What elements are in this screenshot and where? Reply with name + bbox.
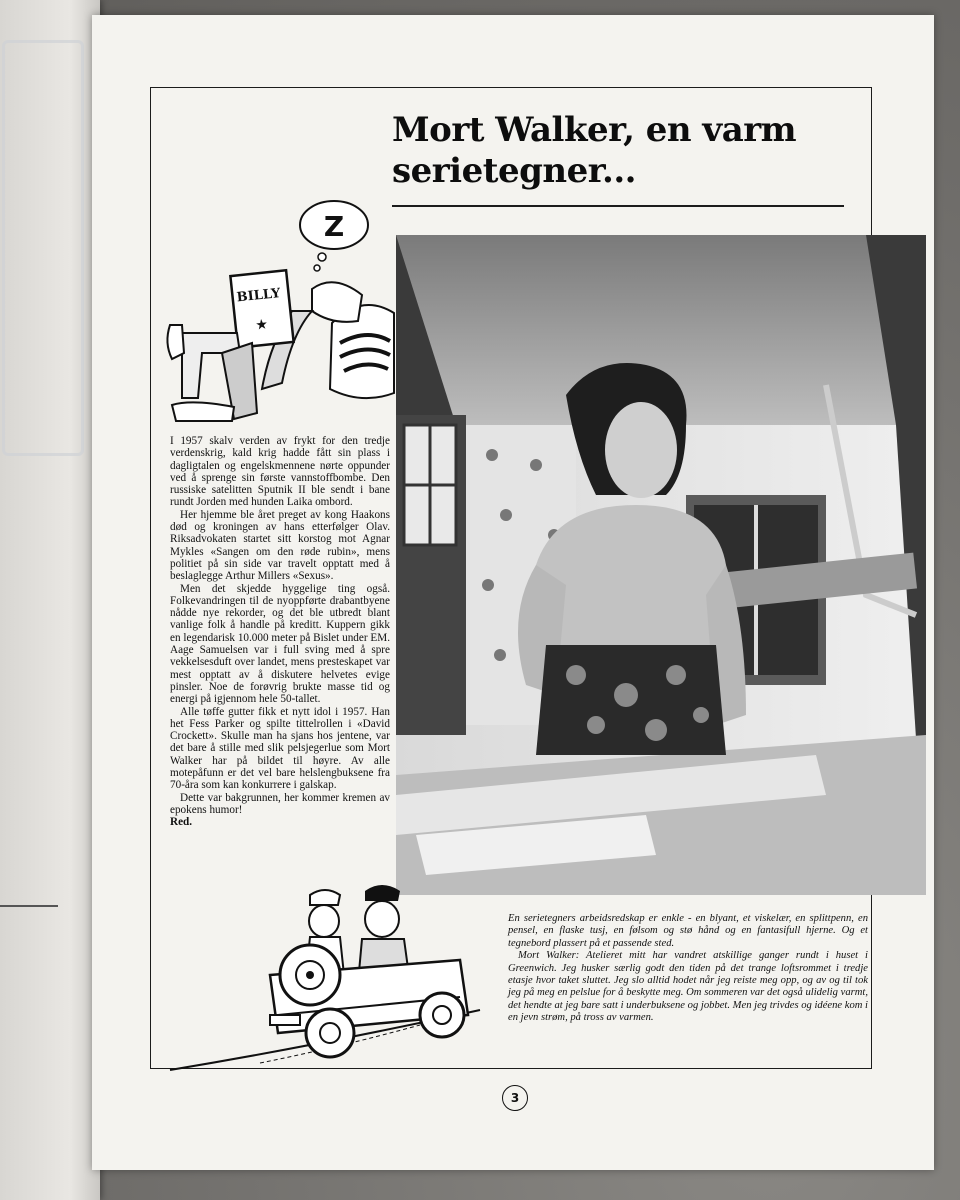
svg-text:★: ★ [254,316,269,334]
body-paragraph: I 1957 skalv verden av frykt for den tredje verdenskrig, kald krig hadde fått sin plass i dagligtalen og engelskmennene nørte oppunder ved å sprenge sin første vannstoffbombe. Den russiske satelitten Sputnik II ble sendt i bane rundt Jorden med hunden Laika ombord. [170,435,390,509]
caption-paragraph: Mort Walker: Atelieret mitt har vandret atskillige ganger rundt i huset i Greenwich. Jeg husker særlig godt den tiden på det trange loftsrommet i tredje etasje hvor taket sluttet. Jeg slo alltid hodet når jeg reiste meg opp, og av og til tok jeg på meg en pelslue for å beskytte meg. Om sommeren var det også ulidelig varmt, det hendte at jeg bare satt i underbuksene og jobbet. Men jeg trivdes og idéene kom i en jevn strøm, på tross av varmen. [508,950,868,1024]
magazine-page [92,15,934,1170]
title-rule [392,205,844,207]
body-paragraph: Her hjemme ble året preget av kong Haakons død og kroningen av hans etterfølger Olav. Riksadvokaten startet sitt korstog mot Agnar Mykles «Sangen om den røde rubin», mens politiet på sin side var travelt opptatt med å beslaglegge Arthur Millers «Sexus». [170,508,390,583]
signature: Red. [170,816,193,829]
left-facing-page [0,0,100,1200]
book-label: BILLY [236,286,282,306]
left-page-cover-image [2,40,84,456]
book [230,270,293,347]
mort-walker-photo [396,235,926,895]
caption-paragraph: En serietegners arbeidsredskap er enkle - en blyant, et viskelær, en splittpenn, en pensel, en flaske tusj, en følsom og stø hånd og en fantasifull hjerne. Og et tegnebord plassert på et passende sted. [508,913,868,949]
jeep-cartoon [160,865,490,1075]
sleeping-reader-cartoon [162,193,402,425]
title-line-2: serietegner... [392,151,636,191]
photo-caption [508,913,868,1025]
body-paragraph: Alle tøffe gutter fikk et nytt idol i 1957. Han het Fess Parker og spilte tittelrollen i «David Crockett». Skulle man ha sjans hos jentene, var det bare å stille med slik pelsjegerlue som Mort Walker har på bildet til høyre. Av alle motepåfunn er det vel bare helslengbuksene fra 70-åra som kan konkurrere i galskap. [170,705,390,792]
body-paragraph: Dette var bakgrunnen, her kommer kremen av epokens humor! [170,791,390,816]
page-number: 3 [502,1085,528,1111]
left-page-rule [0,905,58,907]
title-line-1: Mort Walker, en varm [392,110,797,150]
body-paragraph: Men det skjedde hyggelige ting også. Folkevandringen til de nyoppførte drabantbyene nådde nye rekorder, og det ble utbredt blant vanlige folk å handle på kreditt. Kuppern gikk en legendarisk 10.000 meter på Bislet under EM. Aage Samuelsen var i full sving med å spre vekkelsesduft over landet, mens presteskapet var mest opptatt av å diskutere helvetes evige pinsler. Noe de forøvrig brukte masse tid og energi på igjennom hele 50-tallet. [170,582,390,706]
article-title [392,110,862,192]
thought-z: Z [323,210,345,243]
article-body [170,435,390,829]
